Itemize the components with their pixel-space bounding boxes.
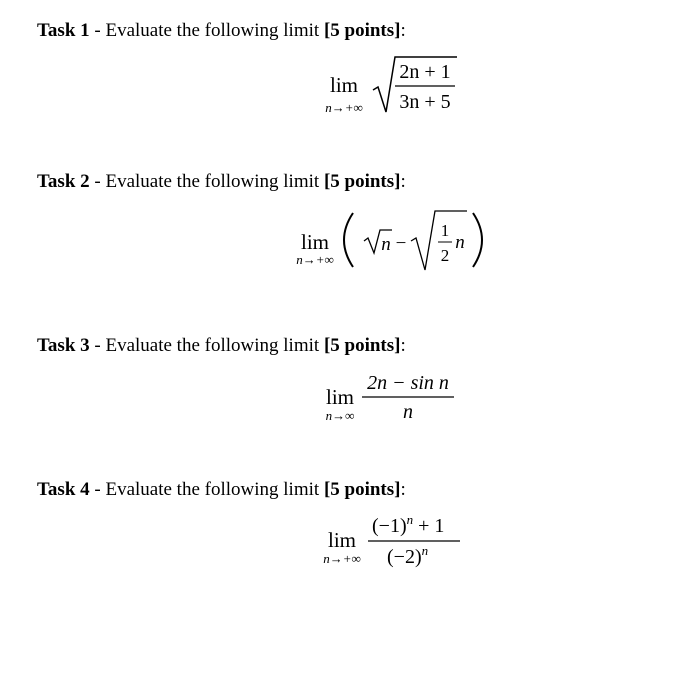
fraction-denominator: n [403,401,413,423]
task-colon: : [400,20,406,41]
right-paren [473,213,482,267]
fraction-numerator: 2n − sin n [367,372,449,394]
task-points: [5 points] [323,171,401,192]
task-prompt: Evaluate the following limit [105,479,324,500]
left-paren [344,213,353,267]
task-label: Task 3 [37,335,90,356]
fraction-denominator: $(-2)^n$ [387,543,429,568]
fraction-numerator: 2n + 1 [399,61,451,83]
task-label: Task 4 [37,479,90,500]
task-prompt: Evaluate the following limit [105,20,324,41]
lim-subscript: n→∞ [325,408,355,423]
task-separator: - [89,171,106,192]
task-colon: : [400,335,406,356]
task-2-heading [37,171,406,193]
task-3-formula [300,363,480,433]
task-separator: - [89,335,106,356]
lim-subscript: n→+∞ [323,551,361,566]
task-prompt: Evaluate the following limit [105,171,324,192]
lim-operator: lim [325,385,355,409]
task-colon: : [400,171,406,192]
task-points: [5 points] [323,479,401,500]
task-4-heading [37,479,406,501]
task-prompt: Evaluate the following limit [105,335,324,356]
lim-subscript: n→+∞ [325,100,363,115]
task-points: [5 points] [323,335,401,356]
variable-n: n [455,232,465,253]
task-label: Task 1 [37,20,90,41]
sqrt-n-term: n [381,234,391,255]
lim-operator: lim [329,73,359,97]
fraction-denominator: 3n + 5 [399,91,451,113]
lim-operator: lim [327,528,357,552]
lim-subscript: n→+∞ [296,252,334,267]
fraction-numerator: 1 [440,221,450,240]
task-colon: : [400,479,406,500]
task-1-heading [37,20,406,42]
fraction-denominator: 2 [440,246,450,265]
task-label: Task 2 [37,171,90,192]
task-4-formula [300,505,480,580]
task-separator: - [89,20,106,41]
task-separator: - [89,479,106,500]
task-points: [5 points] [323,20,401,41]
fraction-numerator: $(-1)^n + 1$ [372,512,445,537]
task-1-formula [300,50,480,120]
minus-sign: − [395,233,407,254]
task-2-formula [285,205,495,280]
task-3-heading [37,335,406,357]
lim-operator: lim [300,230,330,254]
